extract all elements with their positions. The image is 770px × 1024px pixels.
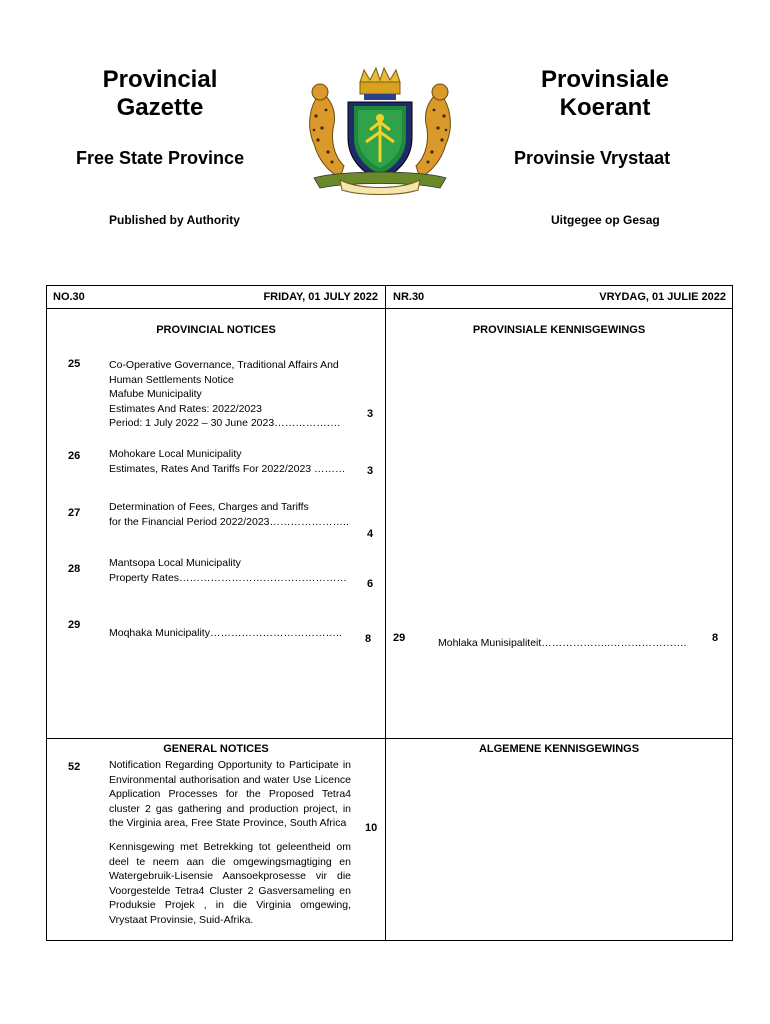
- section-heading-general-af: ALGEMENE KENNISGEWINGS: [478, 743, 640, 755]
- notice-title-af[interactable]: Mohlaka Munisipaliteit………………..………………….: [438, 637, 687, 649]
- shield-icon: [348, 102, 412, 180]
- issue-date: FRIDAY, 01 JULY 2022: [263, 291, 378, 303]
- table-section-divider: [46, 738, 733, 739]
- notice-number: 29: [68, 619, 81, 631]
- published-by-authority: Published by Authority: [109, 213, 240, 227]
- notice-title-line: Period: 1 July 2022 – 30 June 2023……………….: [109, 417, 341, 429]
- issue-number-af: NR.30: [393, 291, 425, 303]
- notice-title-line: Mantsopa Local Municipality: [109, 557, 241, 569]
- page-number: 3: [367, 408, 374, 420]
- notice-number: 26: [68, 450, 81, 462]
- notice-title[interactable]: [109, 447, 359, 476]
- notice-number: 28: [68, 563, 81, 575]
- notice-title-line: Moqhaka Municipality………………………………..: [109, 627, 342, 639]
- table-border-right: [732, 285, 733, 941]
- free-state-coat-of-arms: [300, 66, 460, 198]
- title-line: Koerant: [559, 94, 651, 121]
- title-line: Gazette: [116, 94, 204, 121]
- notice-title-line: Estimates And Rates: 2022/2023: [109, 402, 262, 415]
- published-by-authority-af: Uitgegee op Gesag: [551, 213, 660, 227]
- notice-title-line: Mohokare Local Municipality: [109, 448, 242, 460]
- page-number: 6: [367, 578, 374, 590]
- page-number-af: 8: [712, 632, 719, 644]
- table-column-divider: [385, 285, 386, 941]
- notice-title[interactable]: [109, 626, 359, 641]
- notice-number: 27: [68, 507, 81, 519]
- general-notice-afrikaans[interactable]: Kennisgewing met Betrekking tot geleentheid om deel te neem aan die omgewingsmagtiging en Watergebruik-Lisensie Aansoekprosesse vir die Voorgestelde Tetra4 Cluster 2 Gasversameling en Produksie Projek , in die Virginia omgewing, Vrystaat Provinsie, Suid-Afrika.: [109, 841, 351, 926]
- section-heading-general: GENERAL NOTICES: [163, 743, 269, 755]
- page-number: 4: [367, 528, 374, 540]
- table-header-divider: [46, 308, 733, 309]
- province-name-english: Free State Province: [76, 148, 245, 168]
- notice-title-line: Human Settlements Notice: [109, 373, 234, 386]
- page-number: 3: [367, 465, 374, 477]
- notice-title-line: Estimates, Rates And Tariffs For 2022/2023 ………: [109, 462, 346, 475]
- table-border-bottom: [46, 940, 733, 941]
- page-number: 10: [365, 822, 378, 834]
- province-name-afrikaans: Provinsie Vrystaat: [514, 148, 671, 168]
- notice-title-line: Mafube Municipality: [109, 388, 202, 400]
- issue-date-af: VRYDAG, 01 JULIE 2022: [599, 291, 726, 303]
- notice-title[interactable]: [109, 358, 359, 431]
- notice-number-af: 29: [393, 632, 406, 644]
- section-heading-provincial-af: PROVINSIALE KENNISGEWINGS: [472, 324, 646, 336]
- notice-title[interactable]: [109, 556, 359, 585]
- crown-icon: [360, 68, 400, 100]
- section-heading-provincial: PROVINCIAL NOTICES: [156, 324, 276, 336]
- notice-title-line: for the Financial Period 2022/2023…………………..: [109, 515, 349, 528]
- title-afrikaans: [530, 66, 680, 122]
- leopard-left-icon: [310, 84, 344, 178]
- notice-number: 52: [68, 761, 81, 773]
- issue-number: NO.30: [53, 291, 85, 303]
- notice-title-line: Determination of Fees, Charges and Tariffs: [109, 501, 309, 513]
- notice-title[interactable]: [109, 500, 359, 529]
- title-english: [90, 66, 230, 122]
- page-number: 8: [365, 633, 372, 645]
- general-notice-english[interactable]: Notification Regarding Opportunity to Participate in Environmental authorisation and water Use Licence Application Processes for the Proposed Tetra4 cluster 2 gas gathering and production project, in the Virginia area, Free State Province, South Africa: [109, 759, 351, 829]
- notice-number: 25: [68, 358, 81, 370]
- table-border-left: [46, 285, 47, 941]
- title-line: Provincial: [102, 66, 218, 93]
- leopard-right-icon: [416, 84, 450, 178]
- notice-title-line: Property Rates…………………………………………: [109, 571, 348, 584]
- title-line: Provinsiale: [540, 66, 670, 93]
- table-border-top: [46, 285, 733, 286]
- notice-title-line: Co-Operative Governance, Traditional Affairs And: [109, 359, 339, 371]
